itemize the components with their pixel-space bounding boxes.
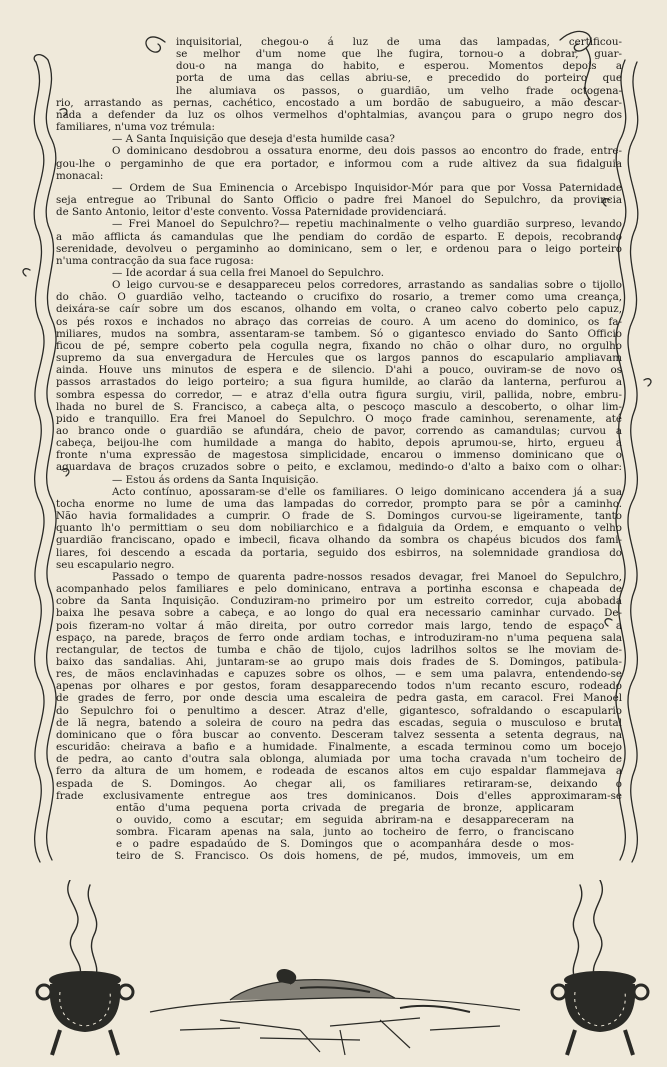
text-line: — Ide acordar á sua cella frei Manoel do Sepulchro.	[112, 266, 385, 279]
text-line: rio, arrastando as pernas, cachético, encostado a um bordão de sabugueiro, a mão descar-	[56, 96, 622, 109]
text-line: inquisitorial, chegou-o á luz de uma das lampadas, certificou-	[176, 36, 622, 48]
text-line: Não havia formalidades a cumprir. O frade de S. Domingos curvou-se ligeiramente, tanto	[56, 510, 622, 523]
text-line: tocha enorme no lume de uma das lampadas do corredor, prompto para se pôr a caminho.	[56, 497, 622, 510]
text-line: deixára-se caír sobre um dos escanos, olhando em volta, o craneo calvo coberto pelo capuz,	[56, 303, 622, 316]
fire-pot-right-icon	[552, 971, 648, 1055]
text-line: seu escapulario negro.	[56, 558, 175, 571]
text-line: dou-o na manga do habito, e esperou. Momentos depois a	[176, 60, 622, 73]
text-line: apenas por olhares e por gestos, foram desapparecendo todos n'um recanto escuro, rodeado	[56, 680, 622, 693]
text-line: pois fizeram-no voltar á mão direita, por outro corredor mais largo, tendo de espaço a	[56, 619, 622, 632]
text-line: de Santo Antonio, leitor d'este convento. Vossa Paternidade providenciará.	[56, 206, 447, 219]
text-line: ficou de pé, sempre coberto pela cogulla negra, fixando no chão o olhar duro, no orgulho	[56, 339, 622, 352]
text-line: — A Santa Inquisição que deseja d'esta humilde casa?	[112, 133, 395, 146]
text-line: escuridão: cheirava a bafio e a humidade. Finalmente, a escada terminou como um bocejo	[56, 741, 622, 754]
smoke-right-icon	[573, 885, 582, 976]
text-line: rectangular, de tectos de tumba e chão de tijolo, cujos ladrilhos soltos se lhe moviam de-	[56, 643, 622, 656]
text-line: aguardava de braços cruzados sobre o peito, e exclamou, medindo-o d'alto a baixo com o olhar:	[56, 461, 622, 474]
text-line: se melhor d'um nome que lhe fugira, tornou-o a dobrar, guar-	[176, 48, 622, 61]
text-line: nada a defender da luz os olhos vermelhos d'ophtalmias, avançou para o grupo negro dos	[56, 108, 622, 121]
text-line: Acto contínuo, apossaram-se d'elle os familiares. O leigo dominicano accendera já a sua	[112, 485, 622, 498]
text-line: ainda. Houve uns minutos de espera e de silencio. D'ahi a pouco, ouviram-se de novo os	[56, 364, 622, 377]
text-line: serenidade, devolveu o pergaminho ao dominicano, sem o ler, e ordenou para o leigo porteiro	[56, 242, 622, 255]
text-line: baixa lhe pesava sobre a cabeça, e ao longo do qual era necessario caminhar curvado. De-	[56, 607, 622, 620]
text-line: teiro de S. Francisco. Os dois homens, de pé, mudos, immoveis, um em	[116, 850, 574, 863]
text-line: cabeça, beijou-lhe com humildade a manga do habito, depois aprumou-se, hirto, ergueu a	[56, 437, 622, 450]
fire-pot-left-icon	[37, 971, 133, 1055]
text-line: res, de mãos enclavinhadas e capuzes sobre os olhos, — e sem uma palavra, entendendo-se	[56, 668, 622, 681]
text-line: familiares, n'uma voz trémula:	[56, 121, 216, 134]
text-line: do Sepulchro foi o penultimo a descer. Atraz d'elle, gigantesco, sofraldando o escapulario	[56, 704, 622, 717]
text-line: seja entregue ao Tribunal do Santo Officio o padre frei Manoel do Sepulchro, da provincia	[56, 194, 622, 207]
text-line: supremo da sua envergadura de Hercules que os largos pannos do escapulario ampliavam	[56, 352, 622, 365]
text-line: e o padre espadaúdo de S. Domingos que o acompanhára desde o mos-	[116, 838, 574, 851]
text-line: O leigo curvou-se e desappareceu pelos corredores, arrastando as sandalias sobre o tijollo	[112, 279, 622, 292]
text-line: quanto lh'o permittiam o seu dom nobiliarchico e a fidalguia da Ordem, e emquanto o velho	[56, 522, 622, 535]
text-line: Passado o tempo de quarenta padre-nossos resados devagar, frei Manoel do Sepulchro,	[112, 570, 622, 583]
text-line: espada de S. Domingos. Ao chegar ali, os familiares retiraram-se, deixando o	[56, 777, 622, 790]
smoke-left-icon	[68, 880, 81, 975]
text-line: dominicano que o fôra buscar ao convento. Desceram talvez sessenta a setenta degraus, na	[56, 728, 622, 741]
text-line: lhada no burel de S. Francisco, a cabeça alta, o pescoço masculo a descoberto, o olhar lim-	[56, 400, 622, 413]
text-line: acompanhado pelos familiares e pelo dominicano, entrava a portinha esconsa e chapeada de	[56, 583, 622, 596]
text-line: — Ordem de Sua Eminencia o Arcebispo Inquisidor-Mór para que por Vossa Paternidade	[112, 181, 622, 194]
text-line: a mão afflicta ás camandulas que lhe pendiam do cordão de esparto. E depois, recobrando	[56, 230, 622, 243]
text-line: ao branco onde o guardião se afundára, cheio de pavor, correndo as camandulas; curvou a	[56, 425, 622, 437]
text-line: espaço, na parede, braços de ferro onde ardiam tochas, e introduziram-no n'uma pequena sala	[56, 631, 622, 644]
text-line: baixo das sandalias. Ahi, juntaram-se ao grupo mais dois frades de S. Domingos, patibula-	[56, 655, 622, 668]
smoke-right-icon	[593, 880, 602, 975]
text-line: ferro da altura de um homem, e rodeada de escanos altos em cujo espaldar flammejava a	[56, 765, 622, 778]
text-line: do chão. O guardião velho, tacteando o crucifixo do rosario, a tremer como uma creança,	[56, 291, 622, 304]
text-line: sombra. Ficaram apenas na sala, junto ao tocheiro de ferro, o franciscano	[116, 826, 574, 839]
text-line: n'uma contracção da sua face rugosa:	[56, 254, 254, 267]
text-line: O dominicano desdobrou a ossatura enorme, deu dois passos ao encontro do frade, entre-	[112, 145, 622, 158]
text-line: pido e tranquillo. Era frei Manoel do Sepulchro. O moço frade caminhou, serenamente, até	[56, 412, 622, 425]
text-line: porta de uma das cellas abriu-se, e precedido do porteiro que	[176, 72, 622, 85]
text-line: de grades de ferro, por onde descia uma escaleira de pedra gasta, em caracol. Frei Manoel	[56, 692, 622, 705]
text-line: — Frei Manoel do Sepulchro?— repetiu machinalmente o velho guardião surpreso, levando	[112, 218, 622, 231]
text-line: cobre da Santa Inquisição. Conduziram-no primeiro por um estreito corredor, cuja abobada	[56, 595, 622, 608]
text-line: — Estou ás ordens da Santa Inquisição.	[112, 473, 319, 486]
text-line: liares, foi descendo a escada da portaria, seguido dos esbirros, na solemnidade grandiosa do	[56, 546, 622, 559]
text-line: fronte n'uma expressão de magestosa simplicidade, encarou o immenso dominicano que o	[56, 449, 622, 462]
fallen-body-vignette-icon	[150, 970, 520, 1055]
text-line: monacal:	[56, 169, 104, 182]
text-line: o ouvido, como a escutar; em seguida abriram-na e desappareceram na	[116, 814, 574, 826]
text-line: então d'uma pequena porta crivada de pregaria de bronze, applicaram	[116, 801, 574, 814]
text-line: passos arrastados do leigo porteiro; a sua figura humilde, ao clarão da lanterna, perfurou a	[56, 376, 622, 389]
text-line: miliares, mudos na sombra, assentaram-se tambem. Só o gigantesco enviado do Santo Officio	[56, 327, 622, 340]
text-line: lhe alumiava os passos, o guardião, um velho frade octogena-	[176, 84, 622, 97]
text-line: de lã negra, batendo a soleira de couro na pedra das escadas, seguia o musculoso e brutal	[56, 716, 622, 729]
body-text	[56, 36, 622, 863]
smoke-left-icon	[88, 885, 97, 976]
text-line: frade exclusivamente entregue aos tres dominicanos. Dois d'elles approximaram-se	[56, 789, 622, 802]
text-line: de pedra, ao canto d'outra sala oblonga, alumiada por uma tocha cravada n'um tocheiro de	[56, 753, 622, 766]
text-line: guardião franciscano, opado e imbecil, ficava olhando da sombra os chapéus bicudos dos fami-	[56, 534, 622, 547]
text-line: sombra espessa do corredor, — e atraz d'ella outra figura surgiu, viril, pallida, nobre, embru-	[56, 388, 622, 401]
text-line: os pés roxos e inchados no abraço das correias de couro. A um aceno do dominico, os fa-	[56, 315, 622, 328]
text-line: gou-lhe o pergaminho de que era portador, e informou com a rude altivez da sua fidalguia	[56, 157, 622, 170]
bottom-vignette	[0, 880, 667, 1067]
